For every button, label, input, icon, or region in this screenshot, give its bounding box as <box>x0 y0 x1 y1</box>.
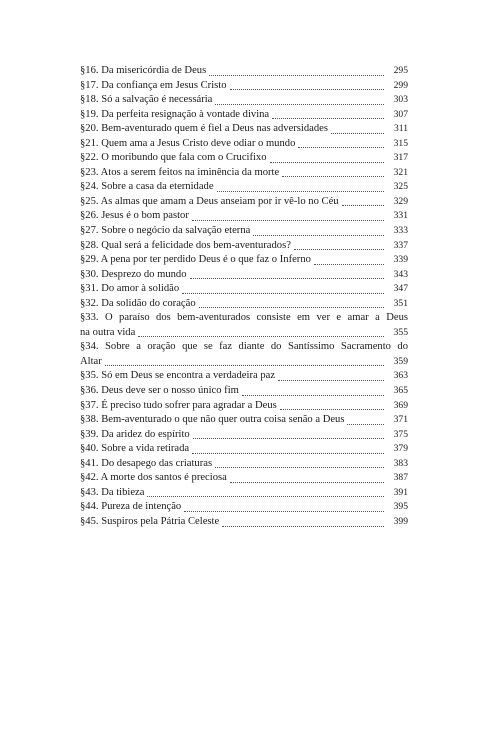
toc-entry <box>80 108 408 123</box>
toc-entry-title: §37. É preciso tudo sofrer para agradar a Deus <box>80 399 277 411</box>
toc-entry-title: §44. Pureza de intenção <box>80 501 182 513</box>
toc-entry-title: §38. Bem-aventurado o que não quer outra coisa senão a Deus <box>80 414 345 426</box>
dot-leader <box>270 162 384 163</box>
toc-entry <box>80 151 408 166</box>
toc-entry <box>80 486 408 501</box>
toc-entry-title: §39. Da aridez do espírito <box>80 428 190 440</box>
dot-leader <box>215 467 384 468</box>
toc-entry-title: §35. Só em Deus se encontra a verdadeira paz <box>80 370 276 382</box>
toc-entry-page: 333 <box>393 225 408 237</box>
toc-entry <box>80 180 408 195</box>
toc-entry-page: 383 <box>393 457 408 469</box>
dot-leader <box>278 380 384 381</box>
dot-leader <box>342 205 384 206</box>
toc-entry-page: 395 <box>393 501 408 513</box>
dot-leader <box>215 104 384 105</box>
toc-entry-title: §32. Da solidão do coração <box>80 297 196 309</box>
toc-entry-page: 303 <box>393 94 408 106</box>
toc-entry-page: 337 <box>393 239 408 251</box>
dot-leader <box>209 75 384 76</box>
toc-entry <box>80 340 408 369</box>
toc-entry <box>80 457 408 472</box>
toc-entry <box>80 515 408 530</box>
toc-entry <box>80 93 408 108</box>
toc-entry-page: 365 <box>393 385 408 397</box>
dot-leader <box>190 278 384 279</box>
toc-entry-title: §22. O moribundo que fala com o Crucifixo <box>80 152 267 164</box>
toc-entry-title: §21. Quem ama a Jesus Cristo deve odiar o mundo <box>80 137 296 149</box>
dot-leader <box>298 147 384 148</box>
toc-entry-page: 311 <box>393 123 408 135</box>
toc-entry-title-line-2: na outra vida <box>80 326 136 338</box>
toc-entry <box>80 369 408 384</box>
toc-entry <box>80 122 408 137</box>
dot-leader <box>242 395 384 396</box>
toc-entry <box>80 209 408 224</box>
dot-leader <box>184 511 384 512</box>
dot-leader <box>138 336 384 337</box>
toc-entry-title: §27. Sobre o negócio da salvação eterna <box>80 225 251 237</box>
toc-entry-page: 295 <box>393 65 408 76</box>
toc-entry-page: 315 <box>393 137 408 149</box>
toc-entry <box>80 500 408 515</box>
toc-entry-page: 317 <box>393 152 408 164</box>
toc-entry-page: 363 <box>393 370 408 382</box>
toc-entry-title: §42. A morte dos santos é preciosa <box>80 472 227 484</box>
dot-leader <box>105 365 384 366</box>
toc-entry-title: §31. Do amor à solidão <box>80 283 180 295</box>
toc-entry-title: §20. Bem-aventurado quem é fiel a Deus nas adversidades <box>80 123 328 135</box>
toc-entry-page: 359 <box>393 355 408 367</box>
dot-leader <box>314 264 384 265</box>
toc-entry-page: 339 <box>393 254 408 266</box>
dot-leader <box>347 424 384 425</box>
toc-entry <box>80 399 408 414</box>
toc-entry <box>80 442 408 457</box>
toc-entry-title-line-1: §34. Sobre a oração que se faz diante do Santíssimo Sacramento do <box>80 341 408 353</box>
toc-entry <box>80 471 408 486</box>
toc-entry-title-line-1: §33. O paraíso dos bem-aventurados consiste em ver e amar a Deus <box>80 312 408 324</box>
toc-entry-title: §45. Suspiros pela Pátria Celeste <box>80 515 220 527</box>
toc-entry <box>80 413 408 428</box>
dot-leader <box>199 307 384 308</box>
dot-leader <box>222 526 384 527</box>
toc-entry-title: §40. Sobre a vida retirada <box>80 443 190 455</box>
toc-entry-title: §23. Atos a serem feitos na iminência da morte <box>80 166 280 178</box>
toc-entry-page: 325 <box>393 181 408 193</box>
toc-entry-page: 371 <box>393 414 408 426</box>
toc-entry-title: §43. Da tibieza <box>80 486 145 498</box>
dot-leader <box>193 438 384 439</box>
toc-entry-page: 399 <box>393 515 408 527</box>
toc-entry-title: §17. Da confiança em Jesus Cristo <box>80 79 227 91</box>
toc-entry <box>80 239 408 254</box>
toc-entry-page: 299 <box>393 79 408 91</box>
dot-leader <box>280 409 384 410</box>
dot-leader <box>147 496 384 497</box>
toc-entry-title: §18. Só a salvação é necessária <box>80 94 213 106</box>
dot-leader <box>192 453 384 454</box>
toc-entry-title: §28. Qual será a felicidade dos bem-aventurados? <box>80 239 291 251</box>
toc-entry-page: 351 <box>393 297 408 309</box>
table-of-contents <box>80 64 408 530</box>
toc-entry-title: §26. Jesus é o bom pastor <box>80 210 189 222</box>
dot-leader <box>217 191 384 192</box>
toc-entry <box>80 297 408 312</box>
toc-entry-page: 369 <box>393 399 408 411</box>
dot-leader <box>182 293 384 294</box>
toc-entry <box>80 166 408 181</box>
toc-entry-title-line-2: Altar <box>80 355 102 367</box>
dot-leader <box>230 482 384 483</box>
toc-entry-page: 379 <box>393 443 408 455</box>
toc-entry-title: §29. A pena por ter perdido Deus é o que faz o Inferno <box>80 254 311 266</box>
toc-entry <box>80 137 408 152</box>
toc-entry-page: 329 <box>393 195 408 207</box>
toc-entry-page: 321 <box>393 166 408 178</box>
dot-leader <box>282 176 384 177</box>
toc-entry <box>80 79 408 94</box>
toc-entry-page: 331 <box>393 210 408 222</box>
toc-entry-page: 307 <box>393 108 408 120</box>
toc-entry-title: §36. Deus deve ser o nosso único fim <box>80 385 239 397</box>
toc-entry <box>80 428 408 443</box>
dot-leader <box>272 118 384 119</box>
toc-entry-page: 343 <box>393 268 408 280</box>
toc-entry-page: 375 <box>393 428 408 440</box>
dot-leader <box>192 220 384 221</box>
toc-entry-title: §16. Da misericórdia de Deus <box>80 65 207 76</box>
toc-entry <box>80 195 408 210</box>
toc-entry <box>80 224 408 239</box>
toc-entry-title: §19. Da perfeita resignação à vontade divina <box>80 108 270 120</box>
toc-entry-page: 387 <box>393 472 408 484</box>
dot-leader <box>331 133 384 134</box>
toc-entry-title: §41. Do desapego das criaturas <box>80 457 213 469</box>
toc-entry <box>80 311 408 340</box>
toc-entry <box>80 253 408 268</box>
dot-leader <box>253 235 384 236</box>
dot-leader <box>294 249 384 250</box>
toc-entry-title: §25. As almas que amam a Deus anseiam por ir vê-lo no Céu <box>80 195 339 207</box>
toc-entry <box>80 64 408 79</box>
toc-entry-page: 347 <box>393 283 408 295</box>
toc-entry <box>80 282 408 297</box>
toc-entry <box>80 384 408 399</box>
toc-entry-title: §24. Sobre a casa da eternidade <box>80 181 214 193</box>
dot-leader <box>230 89 384 90</box>
toc-entry-page: 355 <box>393 326 408 338</box>
toc-entry-page: 391 <box>393 486 408 498</box>
toc-entry-title: §30. Desprezo do mundo <box>80 268 187 280</box>
toc-entry <box>80 268 408 283</box>
